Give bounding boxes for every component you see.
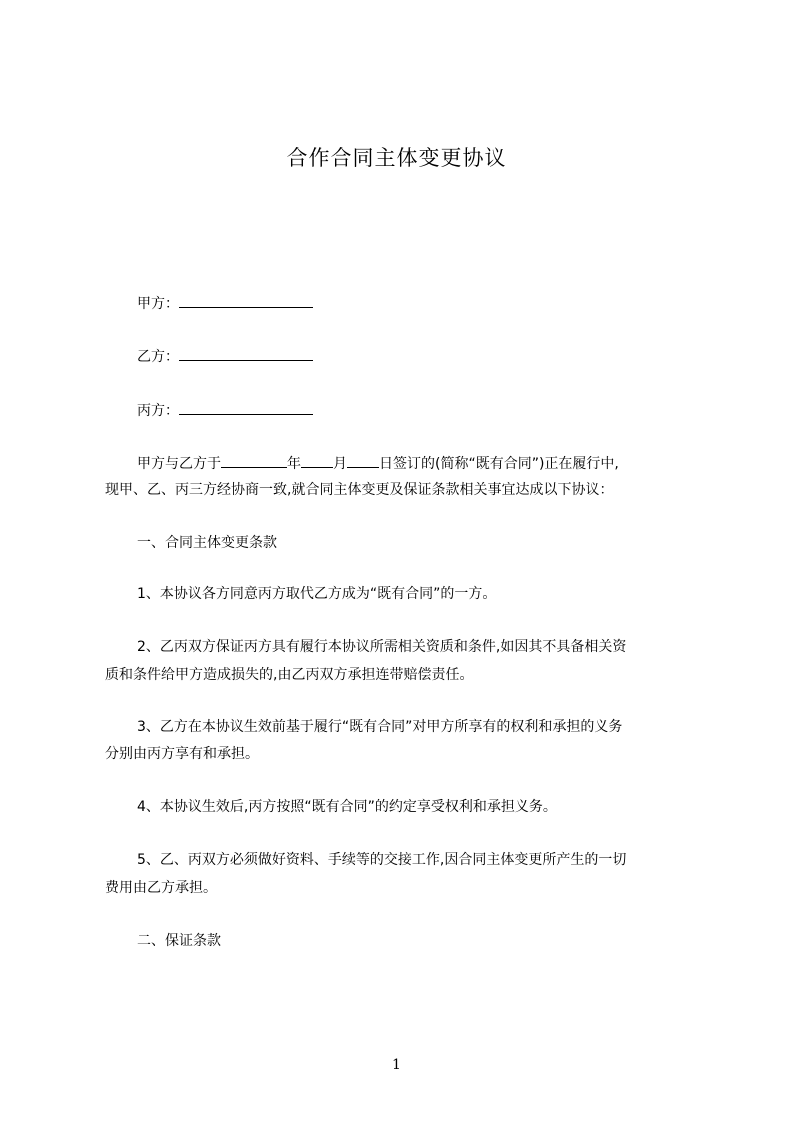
party-c-label: 丙方： [137,403,179,419]
intro-month: 月 [333,456,347,472]
party-a-line [137,293,313,313]
party-b-label: 乙方： [137,349,179,365]
intro-year: 年 [287,456,301,472]
party-a-blank [179,293,313,308]
clause-3-line-1: 3、乙方在本协议生效前基于履行“既有合同”对甲方所享有的权利和承担的义务 [137,719,623,735]
document-title: 合作合同主体变更协议 [286,146,507,170]
section1-heading: 一、合同主体变更条款 [137,535,277,551]
clause-4: 4、本协议生效后,丙方按照“既有合同”的约定享受权利和承担义务。 [137,799,557,815]
month-blank [301,453,333,468]
year-blank [221,453,287,468]
clause-5-line-2: 费用由乙方承担。 [105,880,217,896]
page-number: 1 [392,1057,401,1073]
party-c-blank [179,400,313,415]
party-b-line [137,346,313,366]
intro-line-2: 现甲、乙、丙三方经协商一致,就合同主体变更及保证条款相关事宜达成以下协议： [105,482,614,498]
clause-5-line-1: 5、乙、丙双方必须做好资料、手续等的交接工作,因合同主体变更所产生的一切 [137,852,627,868]
day-blank [347,453,379,468]
clause-3-line-2: 分别由丙方享有和承担。 [105,746,259,762]
party-a-label: 甲方： [137,296,179,312]
party-b-blank [179,346,313,361]
clause-1: 1、本协议各方同意丙方取代乙方成为“既有合同”的一方。 [137,586,497,602]
clause-2-line-1: 2、乙丙双方保证丙方具有履行本协议所需相关资质和条件,如因其不具备相关资 [137,639,627,655]
intro-line-1 [137,453,619,473]
clause-2-line-2: 质和条件给甲方造成损失的,由乙丙双方承担连带赔偿责任。 [105,667,474,683]
intro-part1: 甲方与乙方于 [137,456,221,472]
intro-day: 日签订的(简称“既有合同”)正在履行中, [379,456,619,472]
party-c-line [137,400,313,420]
section2-heading: 二、保证条款 [137,933,221,949]
